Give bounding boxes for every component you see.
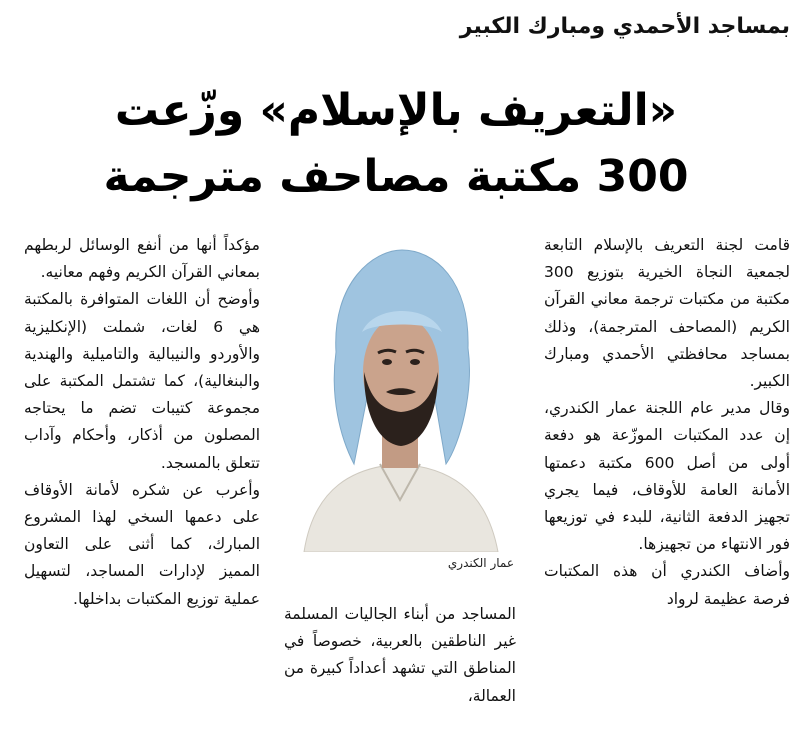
paragraph: المساجد من أبناء الجاليات المسلمة غير الناطقين بالعربية، خصوصاً في المناطق التي تشهد أعداداً كبيرة من العمالة، (284, 605, 516, 705)
article-kicker: بمساجد الأحمدي ومبارك الكبير (459, 14, 790, 39)
article-headline (16, 78, 776, 210)
dishdasha-shape (304, 464, 498, 552)
paragraph: مؤكداً أنها من أنفع الوسائل لربطهم بمعاني القرآن الكريم وفهم معانيه. (24, 236, 260, 282)
article-column-right (544, 232, 790, 712)
headline-line-2: 300 مكتبة مصاحف مترجمة (103, 151, 689, 202)
article-column-middle (284, 601, 516, 717)
paragraph: وأعرب عن شكره لأمانة الأوقاف على دعمها السخي لهذا المشروع المبارك، كما أثنى على التعاون المميز لإدارات المساجد، لتسهيل عملية توزيع المكتبات بداخلها. (24, 480, 260, 608)
portrait-illustration (284, 232, 516, 552)
paragraph: وأضاف الكندري أن هذه المكتبات فرصة عظيمة لرواد (544, 562, 790, 608)
photo-caption: عمار الكندري (447, 556, 514, 570)
article-column-left (24, 232, 260, 712)
eye-shape (410, 359, 420, 365)
paragraph: قامت لجنة التعريف بالإسلام التابعة لجمعية النجاة الخيرية بتوزيع 300 مكتبة من مكتبات ترجمة معاني القرآن الكريم (المصاحف المترجمة)، وذلك بمساجد محافظتي الأحمدي ومبارك الكبير. (544, 236, 790, 391)
portrait-photo (284, 232, 516, 552)
headline-line-1: «التعريف بالإسلام» وزّعت (114, 85, 678, 136)
eye-shape (382, 359, 392, 365)
paragraph: وأوضح أن اللغات المتوافرة بالمكتبة هي 6 لغات، شملت (الإنكليزية والأوردو والنيبالية والتاميلية والهندية والبنغالية)، كما تشتمل المكتبة على مجموعة كتيبات تضم ما يحتاجه المصلون من أذكار، وأحكام وآداب تتعلق بالمسجد. (24, 290, 260, 472)
paragraph: وقال مدير عام اللجنة عمار الكندري، إن عدد المكتبات الموزّعة هو دفعة أولى من أصل 600 مكتبة دعمتها الأمانة العامة للأوقاف، فيما يجري تجهيز الدفعة الثانية، للبدء في توزيعها فور الانتهاء من تجهيزها. (544, 399, 790, 554)
